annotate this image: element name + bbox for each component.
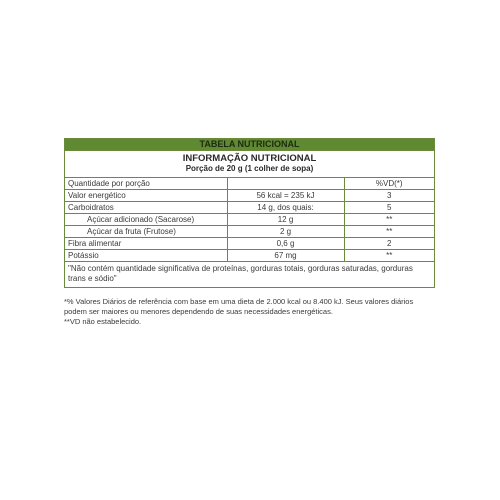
nutrient-vd: 3 (344, 190, 434, 202)
nutrient-amount: 12 g (227, 214, 344, 226)
nutrient-vd: 2 (344, 238, 434, 250)
table-note: "Não contém quantidade significativa de proteínas, gorduras totais, gorduras saturadas, gorduras trans e sódio" (68, 264, 413, 283)
nutrient-amount: 67 mg (227, 250, 344, 262)
column-header-row (65, 178, 434, 190)
nutrient-amount: 56 kcal = 235 kJ (227, 190, 344, 202)
nutrient-vd: 5 (344, 202, 434, 214)
nutrient-label: Açúcar da fruta (Frutose) (65, 226, 227, 238)
table-row (65, 190, 434, 202)
table-row (65, 250, 434, 262)
nutrient-amount: 0,6 g (227, 238, 344, 250)
table-row (65, 214, 434, 226)
nutrition-table (64, 138, 435, 288)
nutrient-label: Fibra alimentar (65, 238, 227, 250)
nutrient-label: Carboidratos (65, 202, 227, 214)
portion-label: Porção de 20 g (1 colher de sopa) (185, 164, 314, 173)
vd-reference-footnote: *% Valores Diários de referência com base em uma dieta de 2.000 kcal ou 8.400 kJ. Seus valores diários podem ser maiores ou menores dependendo de suas necessidades energéticas. (64, 297, 414, 316)
nutrient-label: Potássio (65, 250, 227, 262)
column-header-amount (227, 178, 344, 190)
table-title: INFORMAÇÃO NUTRICIONAL (182, 153, 317, 164)
nutrient-label: Açúcar adicionado (Sacarose) (65, 214, 227, 226)
nutrient-vd: ** (344, 250, 434, 262)
table-header-bar: TABELA NUTRICIONAL (65, 139, 434, 151)
footnotes (64, 297, 436, 327)
nutrient-label: Valor energético (65, 190, 227, 202)
nutrient-vd: ** (344, 226, 434, 238)
vd-not-established-footnote: **VD não estabelecido. (64, 317, 142, 326)
column-header-quantity: Quantidade por porção (65, 178, 227, 190)
nutrient-amount: 2 g (227, 226, 344, 238)
nutrient-vd: ** (344, 214, 434, 226)
nutrient-grid (65, 178, 434, 262)
table-row (65, 226, 434, 238)
column-header-vd: %VD(*) (344, 178, 434, 190)
table-row (65, 238, 434, 250)
table-row (65, 202, 434, 214)
title-block (65, 151, 434, 178)
nutrient-amount: 14 g, dos quais: (227, 202, 344, 214)
